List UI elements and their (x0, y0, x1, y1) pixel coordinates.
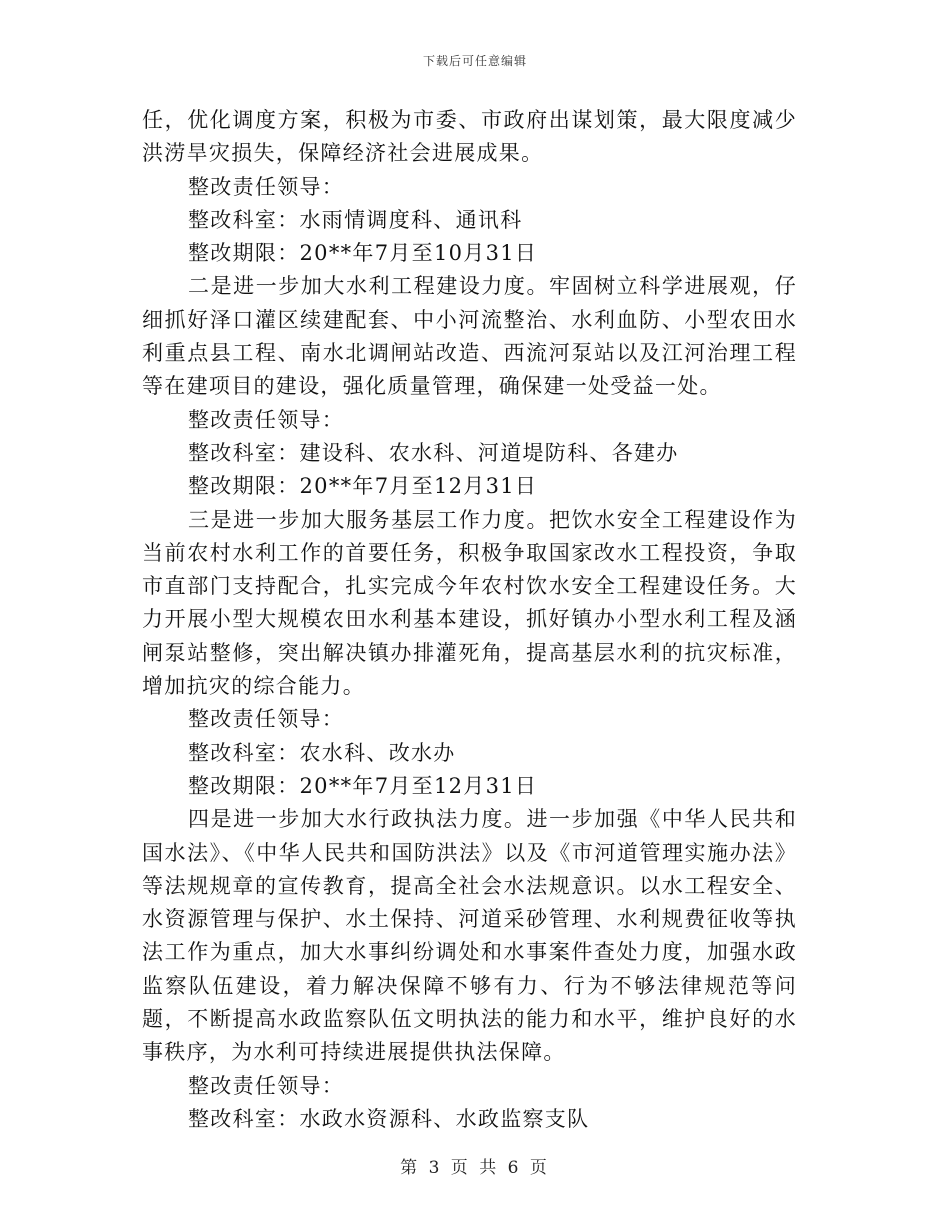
responsible-office-line: 整改科室：水雨情调度科、通讯科 (188, 207, 523, 232)
responsible-office-line: 整改科室：农水科、改水办 (188, 740, 456, 765)
body-paragraph: 四是进一步加大水行政执法力度。进一步加强《中华人民共和国水法》、《中华人民共和国防洪法》以及《市河道管理实施办法》等法规规章的宣传教育，提高全社会水法规意识。以水工程安全、水资源管理与保护、水土保持、河道采砂管理、水利规费征收等执法工作为重点，加大水事纠纷调处和水事案件查处力度，加强水政监察队伍建设，着力解决保障不够有力、行为不够法律规范等问题，不断提高水政监察队伍文明执法的能力和水平，维护良好的水事秩序，为水利可持续进展提供执法保障。 (142, 807, 797, 1065)
page-header: 下载后可任意编辑 (422, 54, 527, 68)
responsible-leader-line: 整改责任领导： (188, 1073, 345, 1098)
body-paragraph: 三是进一步加大服务基层工作力度。把饮水安全工程建设作为当前农村水利工作的首要任务，积极争取国家改水工程投资，争取市直部门支持配合，扎实完成今年农村饮水安全工程建设任务。大力开展小型大规模农田水利基本建设，抓好镇办小型水利工程及涵闸泵站整修，突出解决镇办排灌死角，提高基层水利的抗灾标准，增加抗灾的综合能力。 (142, 507, 797, 699)
responsible-leader-line: 整改责任领导： (188, 174, 345, 199)
document-body (142, 104, 797, 1136)
responsible-leader-line: 整改责任领导： (188, 707, 345, 732)
body-paragraph: 任，优化调度方案，积极为市委、市政府出谋划策，最大限度减少洪涝旱灾损失，保障经济社会进展成果。 (142, 108, 797, 166)
responsible-leader-line: 整改责任领导： (188, 407, 345, 432)
deadline-line: 整改期限：20**年7月至12月31日 (188, 474, 538, 499)
deadline-line: 整改期限：20**年7月至12月31日 (188, 773, 538, 798)
body-paragraph: 二是进一步加大水利工程建设力度。牢固树立科学进展观，仔细抓好泽口灌区续建配套、中小河流整治、水利血防、小型农田水利重点县工程、南水北调闸站改造、西流河泵站以及江河治理工程等在建项目的建设，强化质量管理，确保建一处受益一处。 (142, 274, 797, 399)
responsible-office-line: 整改科室：水政水资源科、水政监察支队 (188, 1106, 590, 1131)
page-number-footer: 第 3 页 共 6 页 (400, 1158, 550, 1178)
deadline-line: 整改期限：20**年7月至10月31日 (188, 241, 538, 266)
responsible-office-line: 整改科室：建设科、农水科、河道堤防科、各建办 (188, 440, 679, 465)
